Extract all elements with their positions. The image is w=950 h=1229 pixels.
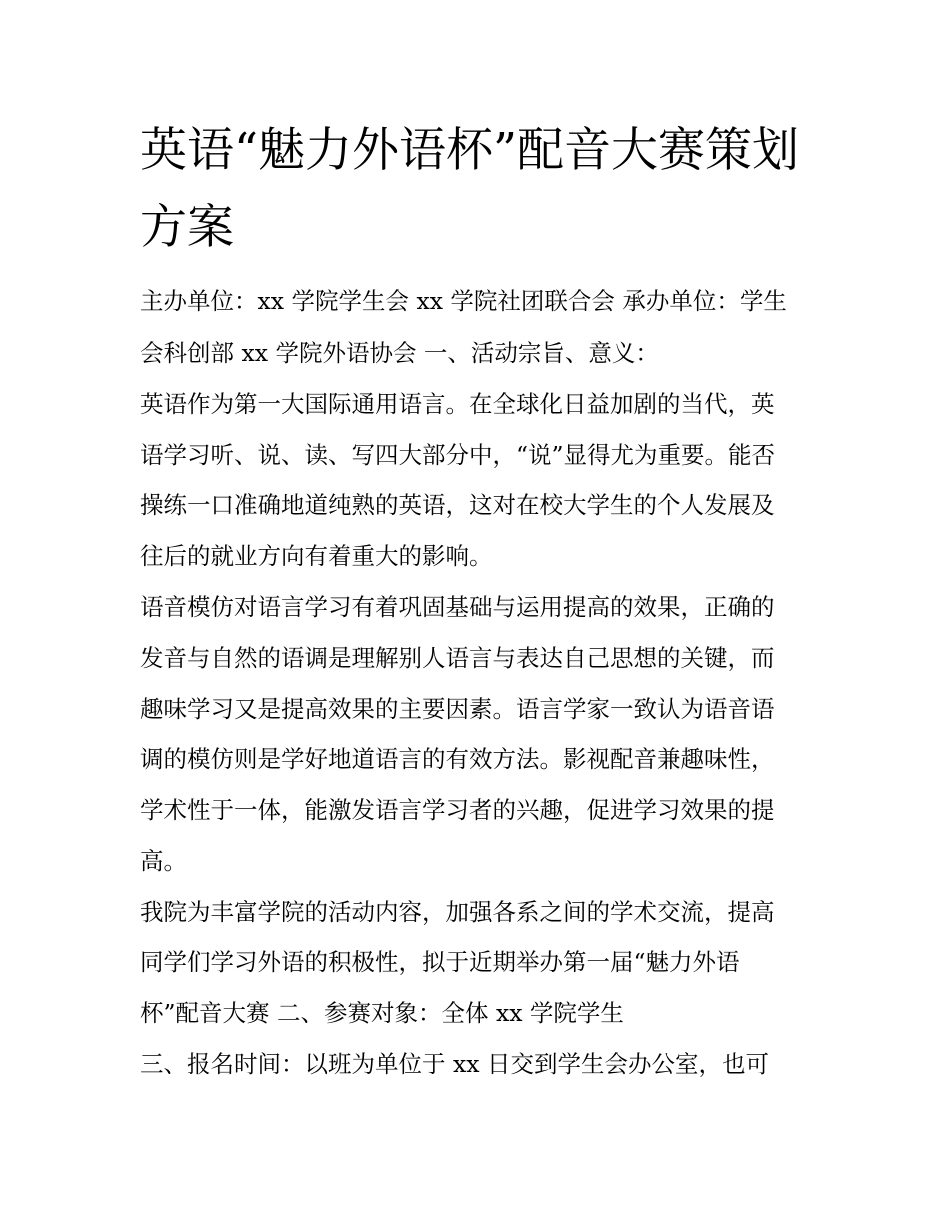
document-title: 英语“魅力外语杯”配音大赛策划方案 — [140, 123, 800, 255]
text-line: 英语作为第一大国际通用语言。在全球化日益加剧的当代，英 — [140, 390, 775, 418]
text-line: 趣味学习又是提高效果的主要因素。语言学家一致认为语音语 — [140, 695, 775, 723]
text-line: 发音与自然的语调是理解别人语言与表达自己思想的关键，而 — [140, 644, 775, 672]
text-line: 往后的就业方向有着重大的影响。 — [140, 542, 493, 570]
text-line: 高。 — [140, 847, 187, 875]
text-line: 三、报名时间：以班为单位于 xx 日交到学生会办公室，也可 — [140, 1050, 769, 1078]
text-line: 会科创部 xx 学院外语协会 一、活动宗旨、意义： — [140, 339, 659, 367]
text-line: 操练一口准确地道纯熟的英语，这对在校大学生的个人发展及 — [140, 491, 775, 519]
text-line: 同学们学习外语的积极性，拟于近期举办第一届“魅力外语 — [140, 948, 740, 976]
text-line: 调的模仿则是学好地道语言的有效方法。影视配音兼趣味性， — [140, 745, 775, 773]
text-line: 主办单位：xx 学院学生会 xx 学院社团联合会 承办单位：学生 — [140, 287, 787, 315]
text-line: 我院为丰富学院的活动内容，加强各系之间的学术交流，提高 — [140, 898, 775, 926]
text-line: 语音模仿对语言学习有着巩固基础与运用提高的效果，正确的 — [140, 593, 775, 621]
text-line: 杯”配音大赛 二、参赛对象：全体 xx 学院学生 — [140, 999, 624, 1027]
text-line: 语学习听、说、读、写四大部分中，“说”显得尤为重要。能否 — [140, 441, 776, 469]
text-line: 学术性于一体，能激发语言学习者的兴趣，促进学习效果的提 — [140, 796, 775, 824]
